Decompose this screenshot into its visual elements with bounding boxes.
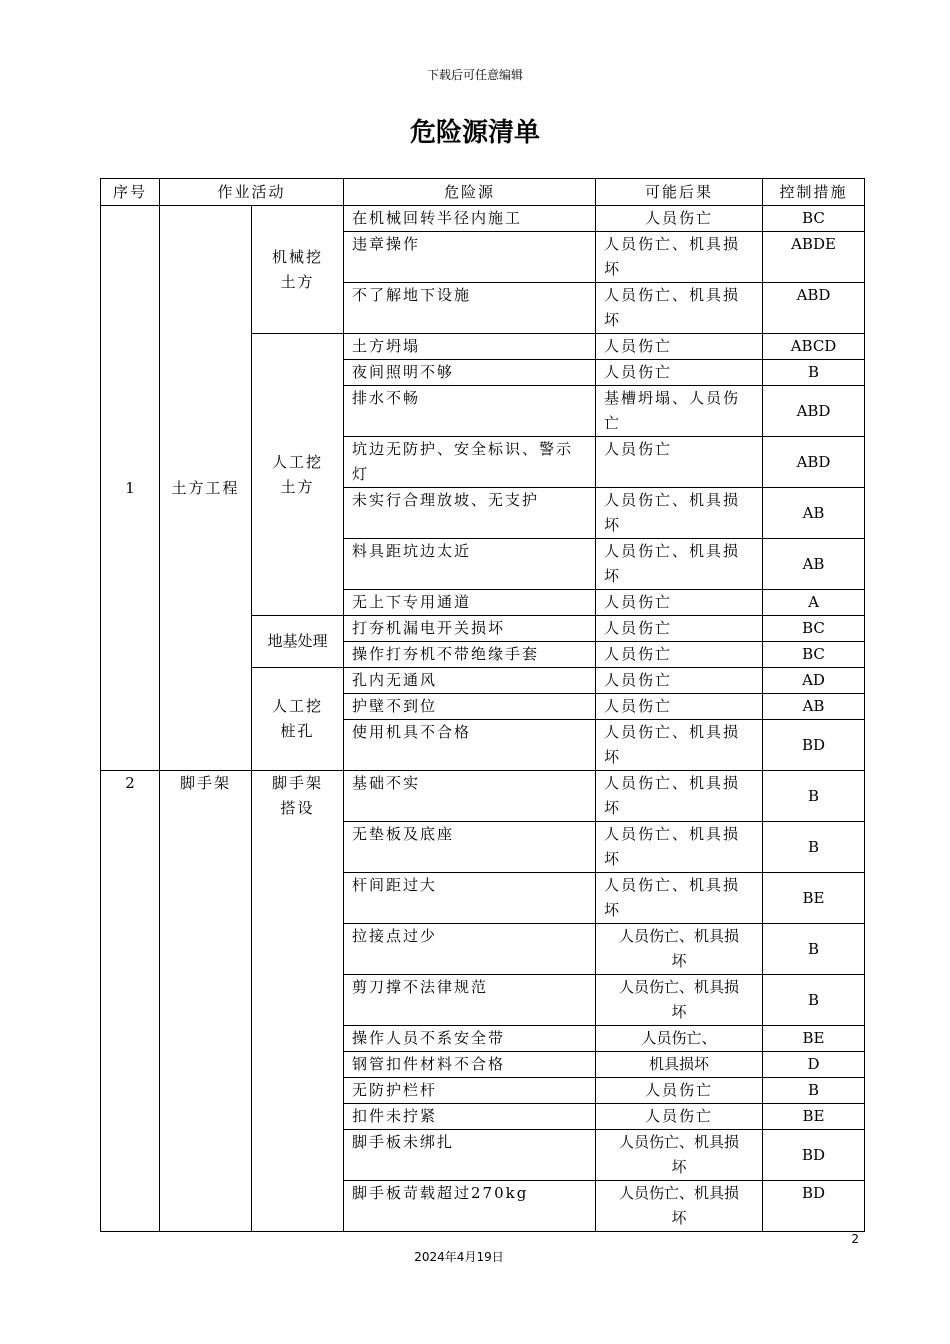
control-cell: BE bbox=[763, 1026, 865, 1052]
col-header-control: 控制措施 bbox=[763, 179, 865, 206]
result-cell: 人员伤亡、机具损坏 bbox=[596, 771, 763, 822]
result-cell: 机具损坏 bbox=[596, 1052, 763, 1078]
header-note: 下载后可任意编辑 bbox=[426, 68, 523, 82]
table-row bbox=[101, 206, 865, 232]
result-cell: 人员伤亡 bbox=[596, 1104, 763, 1130]
hazard-cell: 脚手板苛载超过270kg bbox=[344, 1181, 596, 1232]
control-cell: ABD bbox=[763, 437, 865, 488]
control-cell: BD bbox=[763, 720, 865, 771]
result-cell: 人员伤亡 bbox=[596, 668, 763, 694]
control-cell: AB bbox=[763, 539, 865, 590]
hazard-cell: 基础不实 bbox=[344, 771, 596, 822]
control-cell: B bbox=[763, 1078, 865, 1104]
document-title: 危险源清单 bbox=[409, 118, 540, 148]
control-cell: ABCD bbox=[763, 334, 865, 360]
result-cell: 人员伤亡、机具损坏 bbox=[596, 975, 763, 1026]
hazard-cell: 土方坍塌 bbox=[344, 334, 596, 360]
result-cell: 人员伤亡、机具损坏 bbox=[596, 720, 763, 771]
result-cell: 人员伤亡、机具损坏 bbox=[596, 873, 763, 924]
subgroup-name: 脚手架搭设 bbox=[252, 771, 344, 1232]
control-cell: ABD bbox=[763, 283, 865, 334]
hazard-cell: 未实行合理放坡、无支护 bbox=[344, 488, 596, 539]
subgroup-name: 地基处理 bbox=[252, 616, 344, 668]
control-cell: BC bbox=[763, 616, 865, 642]
result-cell: 人员伤亡、机具损坏 bbox=[596, 822, 763, 873]
hazard-cell: 杆间距过大 bbox=[344, 873, 596, 924]
control-cell: ABDE bbox=[763, 232, 865, 283]
control-cell: BD bbox=[763, 1130, 865, 1181]
hazard-cell: 扣件未拧紧 bbox=[344, 1104, 596, 1130]
control-cell: B bbox=[763, 975, 865, 1026]
hazard-cell: 坑边无防护、安全标识、警示灯 bbox=[344, 437, 596, 488]
control-cell: BE bbox=[763, 1104, 865, 1130]
hazard-cell: 不了解地下设施 bbox=[344, 283, 596, 334]
col-header-no: 序号 bbox=[101, 179, 160, 206]
result-cell: 人员伤亡 bbox=[596, 360, 763, 386]
control-cell: B bbox=[763, 360, 865, 386]
result-cell: 人员伤亡 bbox=[596, 642, 763, 668]
control-cell: A bbox=[763, 590, 865, 616]
page-number: 2 bbox=[851, 1232, 859, 1246]
hazard-cell: 无垫板及底座 bbox=[344, 822, 596, 873]
result-cell: 人员伤亡、机具损坏 bbox=[596, 232, 763, 283]
col-header-activity: 作业活动 bbox=[160, 179, 344, 206]
control-cell: AD bbox=[763, 668, 865, 694]
hazard-cell: 孔内无通风 bbox=[344, 668, 596, 694]
control-cell: BD bbox=[763, 1181, 865, 1232]
hazard-cell: 料具距坑边太近 bbox=[344, 539, 596, 590]
result-cell: 人员伤亡 bbox=[596, 1078, 763, 1104]
result-cell: 人员伤亡、机具损坏 bbox=[596, 924, 763, 975]
table-header-row bbox=[101, 179, 865, 206]
hazard-cell: 违章操作 bbox=[344, 232, 596, 283]
result-cell: 人员伤亡、 bbox=[596, 1026, 763, 1052]
table-row bbox=[101, 771, 865, 822]
result-cell: 人员伤亡、机具损坏 bbox=[596, 539, 763, 590]
result-cell: 人员伤亡 bbox=[596, 206, 763, 232]
group-activity: 脚手架 bbox=[160, 771, 252, 1232]
hazard-cell: 脚手板未绑扎 bbox=[344, 1130, 596, 1181]
subgroup-name: 机械挖土方 bbox=[252, 206, 344, 334]
subgroup-name: 人工挖桩孔 bbox=[252, 668, 344, 771]
control-cell: ABD bbox=[763, 386, 865, 437]
control-cell: AB bbox=[763, 694, 865, 720]
hazard-cell: 夜间照明不够 bbox=[344, 360, 596, 386]
control-cell: B bbox=[763, 771, 865, 822]
subgroup-name: 人工挖土方 bbox=[252, 334, 344, 616]
control-cell: D bbox=[763, 1052, 865, 1078]
col-header-result: 可能后果 bbox=[596, 179, 763, 206]
result-cell: 人员伤亡、机具损坏 bbox=[596, 488, 763, 539]
result-cell: 人员伤亡 bbox=[596, 437, 763, 488]
hazard-cell: 操作打夯机不带绝缘手套 bbox=[344, 642, 596, 668]
result-cell: 人员伤亡、机具损坏 bbox=[596, 1130, 763, 1181]
result-cell: 人员伤亡 bbox=[596, 694, 763, 720]
hazard-cell: 护壁不到位 bbox=[344, 694, 596, 720]
hazard-table bbox=[100, 178, 865, 1232]
hazard-cell: 无上下专用通道 bbox=[344, 590, 596, 616]
group-number: 1 bbox=[101, 206, 160, 771]
control-cell: B bbox=[763, 822, 865, 873]
control-cell: AB bbox=[763, 488, 865, 539]
result-cell: 人员伤亡 bbox=[596, 334, 763, 360]
group-number: 2 bbox=[101, 771, 160, 1232]
hazard-cell: 剪刀撑不法律规范 bbox=[344, 975, 596, 1026]
control-cell: B bbox=[763, 924, 865, 975]
control-cell: BC bbox=[763, 642, 865, 668]
group-activity: 土方工程 bbox=[160, 206, 252, 771]
hazard-cell: 无防护栏杆 bbox=[344, 1078, 596, 1104]
hazard-cell: 操作人员不系安全带 bbox=[344, 1026, 596, 1052]
result-cell: 人员伤亡 bbox=[596, 590, 763, 616]
control-cell: BE bbox=[763, 873, 865, 924]
col-header-hazard: 危险源 bbox=[344, 179, 596, 206]
result-cell: 基槽坍塌、人员伤亡 bbox=[596, 386, 763, 437]
footer-date: 2024年4月19日 bbox=[414, 1250, 504, 1264]
hazard-cell: 拉接点过少 bbox=[344, 924, 596, 975]
hazard-cell: 在机械回转半径内施工 bbox=[344, 206, 596, 232]
result-cell: 人员伤亡 bbox=[596, 616, 763, 642]
hazard-cell: 使用机具不合格 bbox=[344, 720, 596, 771]
hazard-cell: 钢管扣件材料不合格 bbox=[344, 1052, 596, 1078]
hazard-cell: 打夯机漏电开关损坏 bbox=[344, 616, 596, 642]
result-cell: 人员伤亡、机具损坏 bbox=[596, 1181, 763, 1232]
control-cell: BC bbox=[763, 206, 865, 232]
hazard-cell: 排水不畅 bbox=[344, 386, 596, 437]
result-cell: 人员伤亡、机具损坏 bbox=[596, 283, 763, 334]
